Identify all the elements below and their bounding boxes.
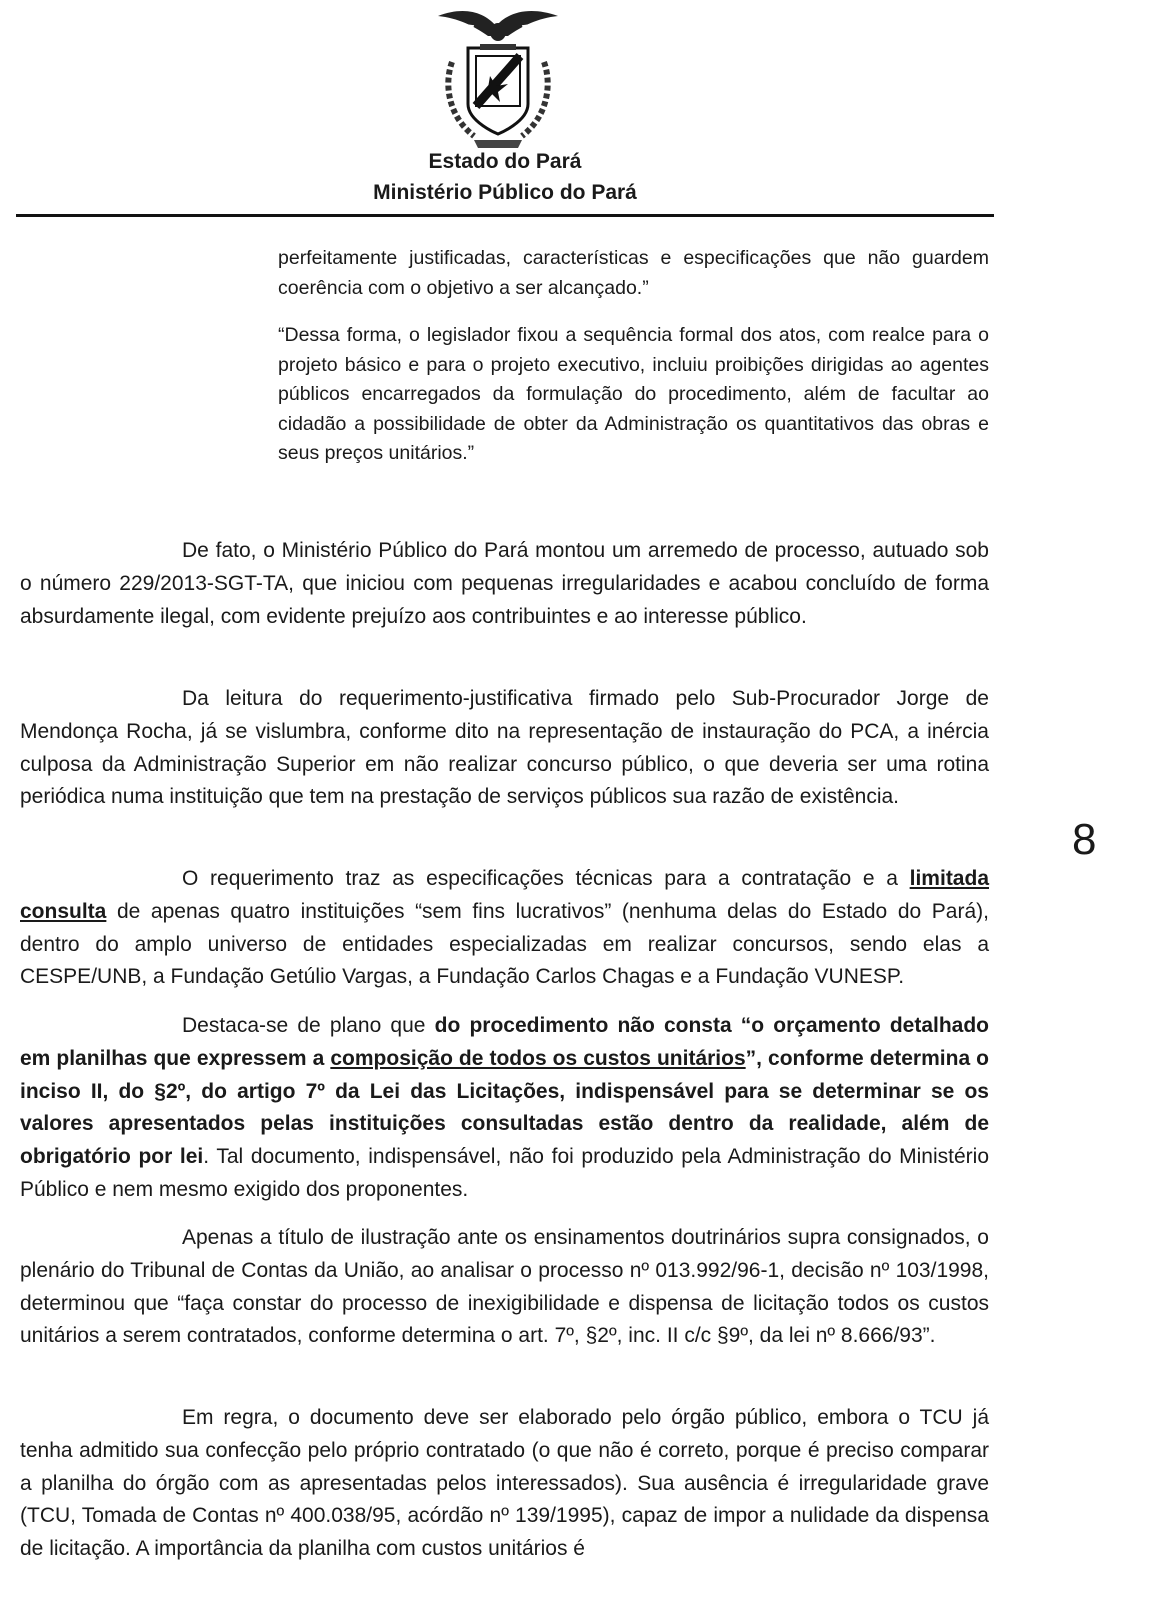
p4-text-a: Destaca-se de plano que bbox=[182, 1014, 435, 1037]
page-number: 8 bbox=[1072, 815, 1097, 864]
p4-text-e: . Tal documento, indispensável, não foi produzido pela Administração do Ministério Público e nem mesmo exigido dos proponentes. bbox=[20, 1145, 990, 1201]
header-divider bbox=[16, 214, 994, 217]
header-state-title: Estado do Pará bbox=[428, 150, 582, 173]
body-paragraph-2: Da leitura do requerimento-justificativa firmado pelo Sub-Procurador Jorge de Mendonça Rocha, já se vislumbra, conforme dito na representação de instauração do PCA, a inércia culposa da Administração Superior em não realizar concurso público, o que deveria ser uma rotina periódica numa instituição que tem na prestação de serviços públicos sua razão de existência. bbox=[20, 687, 989, 809]
body-paragraph-6: Em regra, o documento deve ser elaborado pelo órgão público, embora o TCU já tenha admitido sua confecção pelo próprio contratado (o que não é correto, porque é preciso comparar a planilha do órgão com as apresentadas pelos interessados). Sua ausência é irregularidade grave (TCU, Tomada de Contas nº 400.038/95, acórdão nº 139/1995), capaz de impor a nulidade da dispensa de licitação. A importância da planilha com custos unitários é bbox=[20, 1406, 989, 1561]
p4-bold-b: do procedimento não consta “o orçamento detalhado em planilhas que expressem a bbox=[20, 1014, 989, 1070]
p4-bold-underlined-c: composição de todos os custos unitários bbox=[330, 1046, 746, 1070]
p4-bold-d: ”, conforme determina o inciso II, do §2º, do artigo 7º da Lei das Licitações, indispensável para se determinar se os valores apresentados pelas instituições consultadas estão dentro da realidade, além de obrigatório por lei bbox=[20, 1046, 989, 1169]
header-institution-title: Ministério Público do Pará bbox=[373, 181, 637, 204]
body-paragraph-5: Apenas a título de ilustração ante os ensinamentos doutrinários supra consignados, o plenário do Tribunal de Contas da União, ao analisar o processo nº 013.992/96-1, decisão nº 103/1998, determinou que “faça constar do processo de inexigibilidade e dispensa de licitação todos os custos unitários a serem contratados, conforme determina o art. 7º, §2º, inc. II c/c §9º, da lei nº 8.666/93”. bbox=[20, 1226, 989, 1348]
p3-text-c: de apenas quatro instituições “sem fins lucrativos” (nenhuma delas do Estado do Pará), dentro do amplo universo de entidades especializadas em realizar concursos, sendo elas a CESPE/UNB, a Fundação Getúlio Vargas, a Fundação Carlos Chagas e a Fundação VUNESP. bbox=[20, 899, 989, 989]
body-paragraph-4 bbox=[20, 1010, 989, 1207]
p3-text-a: O requerimento traz as especificações técnicas para a contratação e a bbox=[182, 867, 910, 890]
body-paragraph-1: De fato, o Ministério Público do Pará montou um arremedo de processo, autuado sob o número 229/2013-SGT-TA, que iniciou com pequenas irregularidades e acabou concluído de forma absurdamente ilegal, com evidente prejuízo aos contribuintes e ao interesse público. bbox=[20, 539, 989, 628]
coat-of-arms-icon bbox=[434, 4, 562, 152]
quote-paragraph-2: “Dessa forma, o legislador fixou a sequência formal dos atos, com realce para o projeto básico e para o projeto executivo, incluiu proibições dirigidas ao agentes públicos encarregados da formulação do procedimento, além de facultar ao cidadão a possibilidade de obter da Administração os quantitativos das obras e seus preços unitários.” bbox=[278, 324, 989, 464]
quote-paragraph-1: perfeitamente justificadas, características e especificações que não guardem coerência com o objetivo a ser alcançado.” bbox=[278, 247, 989, 299]
p3-emphasis-limited-consultation: limitada consulta bbox=[20, 867, 989, 923]
body-paragraph-3 bbox=[20, 863, 989, 994]
